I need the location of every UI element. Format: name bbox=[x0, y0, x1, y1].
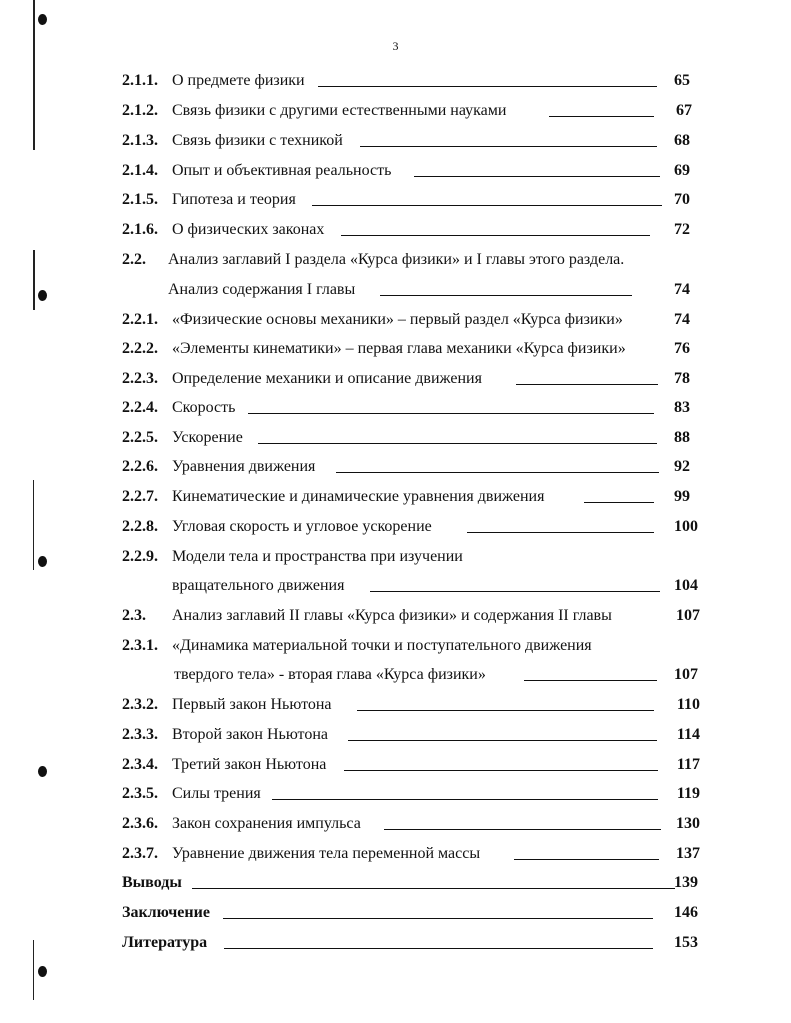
toc-entry-title: «Элементы кинематики» – первая глава механики «Курса физики» bbox=[172, 340, 626, 357]
toc-entry bbox=[122, 338, 704, 360]
toc-leader-line bbox=[516, 384, 658, 385]
toc-leader-line bbox=[584, 502, 654, 503]
toc-entry bbox=[122, 189, 704, 211]
toc-entry-number: 2.2.7. bbox=[122, 488, 158, 505]
toc-entry-page: 107 bbox=[674, 666, 698, 683]
toc-entry bbox=[122, 783, 704, 805]
toc-entry-title: Гипотеза и теория bbox=[172, 191, 296, 208]
toc-entry bbox=[122, 902, 704, 924]
toc-leader-line bbox=[380, 295, 632, 296]
toc-entry-title: Определение механики и описание движения bbox=[172, 370, 482, 387]
toc-entry-page: 130 bbox=[676, 815, 700, 832]
toc-entry bbox=[122, 486, 704, 508]
toc-entry-continuation bbox=[122, 664, 704, 686]
toc-entry bbox=[122, 219, 704, 241]
toc-entry-title-continuation: твердого тела» - вторая глава «Курса физики» bbox=[174, 666, 486, 683]
toc-entry-page: 104 bbox=[674, 577, 698, 594]
toc-entry-title: Угловая скорость и угловое ускорение bbox=[172, 518, 432, 535]
toc-entry bbox=[122, 724, 704, 746]
toc-entry bbox=[122, 813, 704, 835]
toc-entry bbox=[122, 130, 704, 152]
toc-leader-line bbox=[514, 859, 659, 860]
toc-entry-continuation bbox=[122, 575, 704, 597]
toc-entry-title: «Физические основы механики» – первый раздел «Курса физики» bbox=[172, 311, 623, 328]
toc-entry-page: 88 bbox=[674, 429, 690, 446]
toc-entry-page: 92 bbox=[674, 458, 690, 475]
toc-entry-title: Выводы bbox=[122, 874, 182, 891]
toc-entry-title: Анализ заглавий I раздела «Курса физики» и I главы этого раздела. bbox=[168, 251, 625, 268]
toc-entry-number: 2.3.6. bbox=[122, 815, 158, 832]
toc-leader-line bbox=[414, 176, 660, 177]
toc-leader-line bbox=[344, 770, 658, 771]
toc-entry-page: 146 bbox=[674, 904, 698, 921]
toc-entry-title: Первый закон Ньютона bbox=[172, 696, 332, 713]
toc-entry-number: 2.3.3. bbox=[122, 726, 158, 743]
toc-entry bbox=[122, 872, 704, 894]
page-number: 3 bbox=[392, 39, 399, 53]
toc-entry-page: 69 bbox=[674, 162, 690, 179]
toc-entry-page: 68 bbox=[674, 132, 690, 149]
toc-entry-number: 2.2.4. bbox=[122, 399, 158, 416]
toc-entry-continuation bbox=[122, 279, 704, 301]
toc-entry-title: Связь физики с техникой bbox=[172, 132, 343, 149]
toc-entry-number: 2.2.2. bbox=[122, 340, 158, 357]
toc-leader-line bbox=[384, 829, 661, 830]
toc-entry-page: 107 bbox=[676, 607, 700, 624]
toc-entry-title: Второй закон Ньютона bbox=[172, 726, 328, 743]
toc-entry-page: 72 bbox=[674, 221, 690, 238]
toc-entry-title: Уравнение движения тела переменной массы bbox=[172, 845, 481, 862]
toc-leader-line bbox=[357, 710, 654, 711]
toc-entry-page: 76 bbox=[674, 340, 690, 357]
toc-entry-number: 2.2.3. bbox=[122, 370, 158, 387]
toc-leader-line bbox=[348, 740, 657, 741]
toc-leader-line bbox=[336, 472, 659, 473]
toc-entry-title: О предмете физики bbox=[172, 72, 305, 89]
toc-entry bbox=[122, 694, 704, 716]
toc-leader-line bbox=[524, 680, 657, 681]
toc-entry-title: Скорость bbox=[172, 399, 236, 416]
toc-entry-page: 139 bbox=[674, 874, 698, 891]
toc-leader-line bbox=[370, 591, 660, 592]
toc-entry bbox=[122, 309, 704, 331]
toc-leader-line bbox=[248, 413, 654, 414]
toc-entry bbox=[122, 605, 704, 627]
toc-entry-title-continuation: Анализ содержания I главы bbox=[168, 281, 356, 298]
toc-entry bbox=[122, 249, 704, 271]
toc-entry-number: 2.3.5. bbox=[122, 785, 158, 802]
toc-entry-page: 119 bbox=[676, 785, 700, 802]
toc-leader-line bbox=[224, 948, 653, 949]
toc-leader-line bbox=[258, 443, 657, 444]
toc-entry-title: Анализ заглавий II главы «Курса физики» и содержания II главы bbox=[172, 607, 612, 624]
toc-entry bbox=[122, 397, 704, 419]
toc-entry-page: 78 bbox=[674, 370, 690, 387]
toc-entry-title: «Динамика материальной точки и поступательного движения bbox=[172, 637, 592, 654]
toc-entry-title: Третий закон Ньютона bbox=[172, 756, 327, 773]
toc-entry-number: 2.1.4. bbox=[122, 162, 158, 179]
toc-entry-page: 137 bbox=[676, 845, 700, 862]
toc-entry-number: 2.1.1. bbox=[122, 72, 158, 89]
toc-leader-line bbox=[192, 888, 675, 889]
toc-entry-page: 99 bbox=[674, 488, 690, 505]
toc-leader-line bbox=[223, 918, 653, 919]
toc-entry bbox=[122, 843, 704, 865]
toc-leader-line bbox=[318, 86, 657, 87]
toc-entry-number: 2.3.7. bbox=[122, 845, 158, 862]
toc-entry-number: 2.3.1. bbox=[122, 637, 158, 654]
toc-entry-title: О физических законах bbox=[172, 221, 325, 238]
toc-entry bbox=[122, 516, 704, 538]
toc-entry-title-continuation: вращательного движения bbox=[172, 577, 345, 594]
toc-leader-line bbox=[549, 116, 654, 117]
toc-entry-number: 2.2.9. bbox=[122, 548, 158, 565]
toc-entry-title: Силы трения bbox=[172, 785, 261, 802]
toc-entry-number: 2.3.4. bbox=[122, 756, 158, 773]
toc-entry bbox=[122, 368, 704, 390]
toc-entry-title: Заключение bbox=[122, 904, 210, 921]
toc-leader-line bbox=[467, 532, 654, 533]
toc-entry bbox=[122, 635, 704, 657]
toc-entry-number: 2.2.5. bbox=[122, 429, 158, 446]
toc-entry-title: Уравнения движения bbox=[172, 458, 316, 475]
toc-entry-page: 114 bbox=[676, 726, 700, 743]
toc-entry-page: 74 bbox=[674, 311, 690, 328]
toc-leader-line bbox=[312, 205, 662, 206]
toc-entry-page: 74 bbox=[674, 281, 690, 298]
toc-entry-title: Модели тела и пространства при изучении bbox=[172, 548, 463, 565]
toc-entry-title: Кинематические и динамические уравнения движения bbox=[172, 488, 545, 505]
toc-entry-page: 67 bbox=[676, 102, 692, 119]
toc-entry-number: 2.2.1. bbox=[122, 311, 158, 328]
toc-entry bbox=[122, 427, 704, 449]
toc-entry-title: Связь физики с другими естественными науками bbox=[172, 102, 507, 119]
toc-entry-number: 2.2. bbox=[122, 251, 146, 268]
toc-leader-line bbox=[360, 146, 657, 147]
toc-leader-line bbox=[341, 235, 650, 236]
toc-entry-title: Закон сохранения импульса bbox=[172, 815, 361, 832]
toc-entry-page: 110 bbox=[676, 696, 700, 713]
toc-entry-page: 117 bbox=[676, 756, 700, 773]
toc-entry bbox=[122, 160, 704, 182]
toc-entry bbox=[122, 754, 704, 776]
toc-entry bbox=[122, 456, 704, 478]
toc-entry-title: Ускорение bbox=[172, 429, 243, 446]
toc-entry bbox=[122, 546, 704, 568]
toc-entry-number: 2.1.6. bbox=[122, 221, 158, 238]
toc-entry-page: 153 bbox=[674, 934, 698, 951]
toc-entry-page: 70 bbox=[674, 191, 690, 208]
toc-entry bbox=[122, 100, 704, 122]
toc-entry-number: 2.3. bbox=[122, 607, 146, 624]
toc-entry bbox=[122, 932, 704, 954]
toc-entry-title: Литература bbox=[122, 934, 208, 951]
toc-entry-number: 2.1.5. bbox=[122, 191, 158, 208]
toc-entry-number: 2.2.6. bbox=[122, 458, 158, 475]
toc-entry-number: 2.1.2. bbox=[122, 102, 158, 119]
toc-entry-number: 2.1.3. bbox=[122, 132, 158, 149]
toc-entry-page: 65 bbox=[674, 72, 690, 89]
toc-entry bbox=[122, 70, 704, 92]
toc-entry-number: 2.3.2. bbox=[122, 696, 158, 713]
toc-entry-number: 2.2.8. bbox=[122, 518, 158, 535]
toc-entry-title: Опыт и объективная реальность bbox=[172, 162, 392, 179]
toc-leader-line bbox=[272, 799, 658, 800]
toc-entry-page: 83 bbox=[674, 399, 690, 416]
toc-entry-page: 100 bbox=[674, 518, 698, 535]
